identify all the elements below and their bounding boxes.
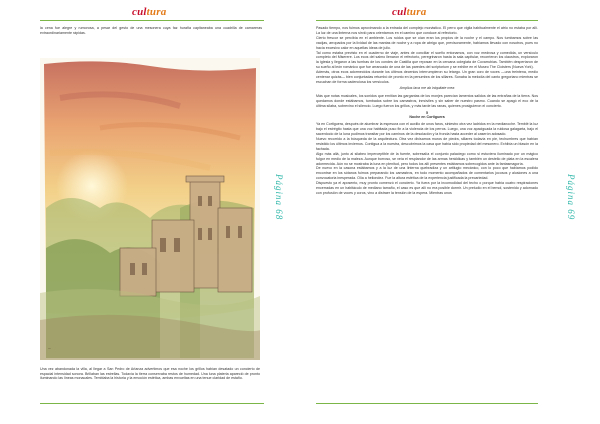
intro-text xyxy=(40,26,262,36)
logo-part-tura: tura xyxy=(406,6,427,18)
right-page xyxy=(300,0,600,424)
latin-verse: Amplius lava me ab iniquitate mea xyxy=(399,85,455,90)
magazine-logo xyxy=(132,6,166,18)
paragraph: Nuevo recorrido a la búsqueda de la arquitectura. Otra vez divisamos muros de piedra, sillares todavía en pie, techumbres que habían resistido los últimos inviernos. Contigua a la nuestra, descubrimos la casa que había sido propiedad del mesonero. Exhibía un blasón en la fachada. xyxy=(316,137,538,151)
paragraph: Además, otros ecos adormecidos durante los últimos decenios interrumpieron su letargo. Un gran coro de voces —una treintena, medio centenar quizás— bien conjuntadas retumbó de pronto en la penumbra de los sillares. Sonaba la melodía del canto gregoriano mientras se escuchan de forma cadenciosa los versículos. xyxy=(316,70,538,84)
footer-rule xyxy=(40,403,264,404)
section-heading xyxy=(316,111,538,121)
logo-part-tura: tura xyxy=(146,6,167,18)
painting-signature: ~ xyxy=(48,347,51,352)
page-number-left: Página 68 xyxy=(274,174,284,221)
article-text xyxy=(316,26,538,196)
header-rule xyxy=(316,20,538,21)
paragraph: Cierto frescor se percibía en el ambiente. Los ruidos que se oían eran los propios de la noche y el campo. Nos tumbamos sobre las vacijas, arropados por la lividad de las mantas de noche y a ropa de abrigo que, previsoramente, habíamos llevado con nosotros, pues no hacía excesivo calor en aquellas ideas de julio. xyxy=(316,35,538,50)
header-rule xyxy=(40,20,264,21)
paragraph: Ya en Cortiguera, después de alumbrar la espesura con el auxilio de unos faros, siniestro otra vez ladridos en la medianoche. Temblé la luz bajo el estrégito hasta que una voz habitada puso fin a la violencia de los perros. Luego, una voz apaciguada la ruidosa galagarta, bajo el sacerdocio de la luna pudimos transitar por los caminos de la desolación y la fronda hasta acceder al caserón adosado. xyxy=(316,122,538,137)
paragraph: Tal como estaba previsto en el cuaderno de viaje, antes de conciliar el sueño entonamos, con voz medrosa y comedida, un versículo completo del Miserere. Los ecos del salmo llenaron el refectorio, peregrinaron hasta la sala capitular, recorrieron los claustros, exploraron la iglesia y llegaron a las tumbas de los condes de Castilla que reposan en la cercana colegiata de Covarrubias. También despertaron de su sueño al león románico que fue arrancado de una de las paredes del scriptorium y se exhibe en el Museo The Cloisters (Nueva York). xyxy=(316,50,538,70)
page-number-right: Página 69 xyxy=(566,174,576,221)
caption-paragraph: Una vez abandonada la villa, al llegar a San Pedro de Arlanza advertimos que esa noche los grillos habían desatado un concierto de espacial intensidad sonora. Brillaban las estrellas. Todavía la tierra conservaba restos de humedad. Una luna plateria apareció de pronto iluminando las líneas monacales. Temblaba la historia y la emoción estética, ambas envueltas en una tenue claridad de estaño. xyxy=(40,366,260,381)
painting-caption xyxy=(40,363,260,385)
logo-part-cul: cul xyxy=(392,6,407,18)
magazine-logo xyxy=(392,6,426,18)
watercolor-painting xyxy=(40,58,260,360)
paragraph: Algo más allá, junto al silabeo imperceptible de la fuente, sobresalía el conjunto palaciego como si estuviera iluminado por un mágico fulgor en medio de la maleza. Aunque borroso, se veía el resplandor de las armas heráldicas y también un destello de plata en la escalera adormecida. Aún no se mostraba la luna en plenitud, pero todos los allí presentes estábamos sobrecogidos ante la fantasmagoría. xyxy=(316,151,538,166)
paragraph: Dispuesto ya el aposento, muy pronto comenzó el concierto. Ya fuera por la incomodidad del techo o porque había cuatro respiraciones encerradas en un habitáculo de mediano tamaño, el caso es que allí no era posible dormir. Un preludio en el bemol, sostenido y adornado con profusión de voces y coros, vino a distraer la tensión de la espera. Mientras unos xyxy=(316,181,538,195)
section-title: Noche en Cortiguera xyxy=(409,115,445,120)
footer-rule xyxy=(316,403,538,404)
logo-part-cul: cul xyxy=(132,6,147,18)
paragraph: De nuevo en la casona estábamos y a la luz de una linterna quebradiza y un artilugio mecánico, con lo poco que habíamos podido encontrar en los sótanos fuimos preparando los camastros, en todo momento acompañados de comentarios jocosos y alusiones a una convocatoria inesperada. Olía a heliondez. Fue la altura estética de la experiencia justificada la precariedad. xyxy=(316,166,538,181)
intro-paragraph: la cena fue alegre y rumorosa, a pesar del gesto de una mesonera cuya faz huraña capitaneaba una cuadrilla de camareras extraordinariamente rápidas. xyxy=(40,26,262,35)
paragraph: Pasado tiempo, nos fuimos aproximando a la entrada del complejo monástico. El perro que vigila habitualmente el atrio no estaba por allí. La luz de una linterna nos sirvió para orientarnos en el camino que conduce al refectorio. xyxy=(316,26,538,35)
paragraph: Más que notas musicales, los sonidos que emitían las gargantas de los monjes parecían lamentos salidos de las entrañas de la tierra. Nos quedamos donde estábamos, tumbados sobre los camastros, inmóviles y sin saber de nuestro pasmo. Cuando se apagó el eco de la última sílaba, sobrevino el silencio. Luego fueron los grillos, y más tarde las ranas, quienes prosiguieron el concierto. xyxy=(316,93,538,108)
section-number: 5 xyxy=(426,110,428,115)
